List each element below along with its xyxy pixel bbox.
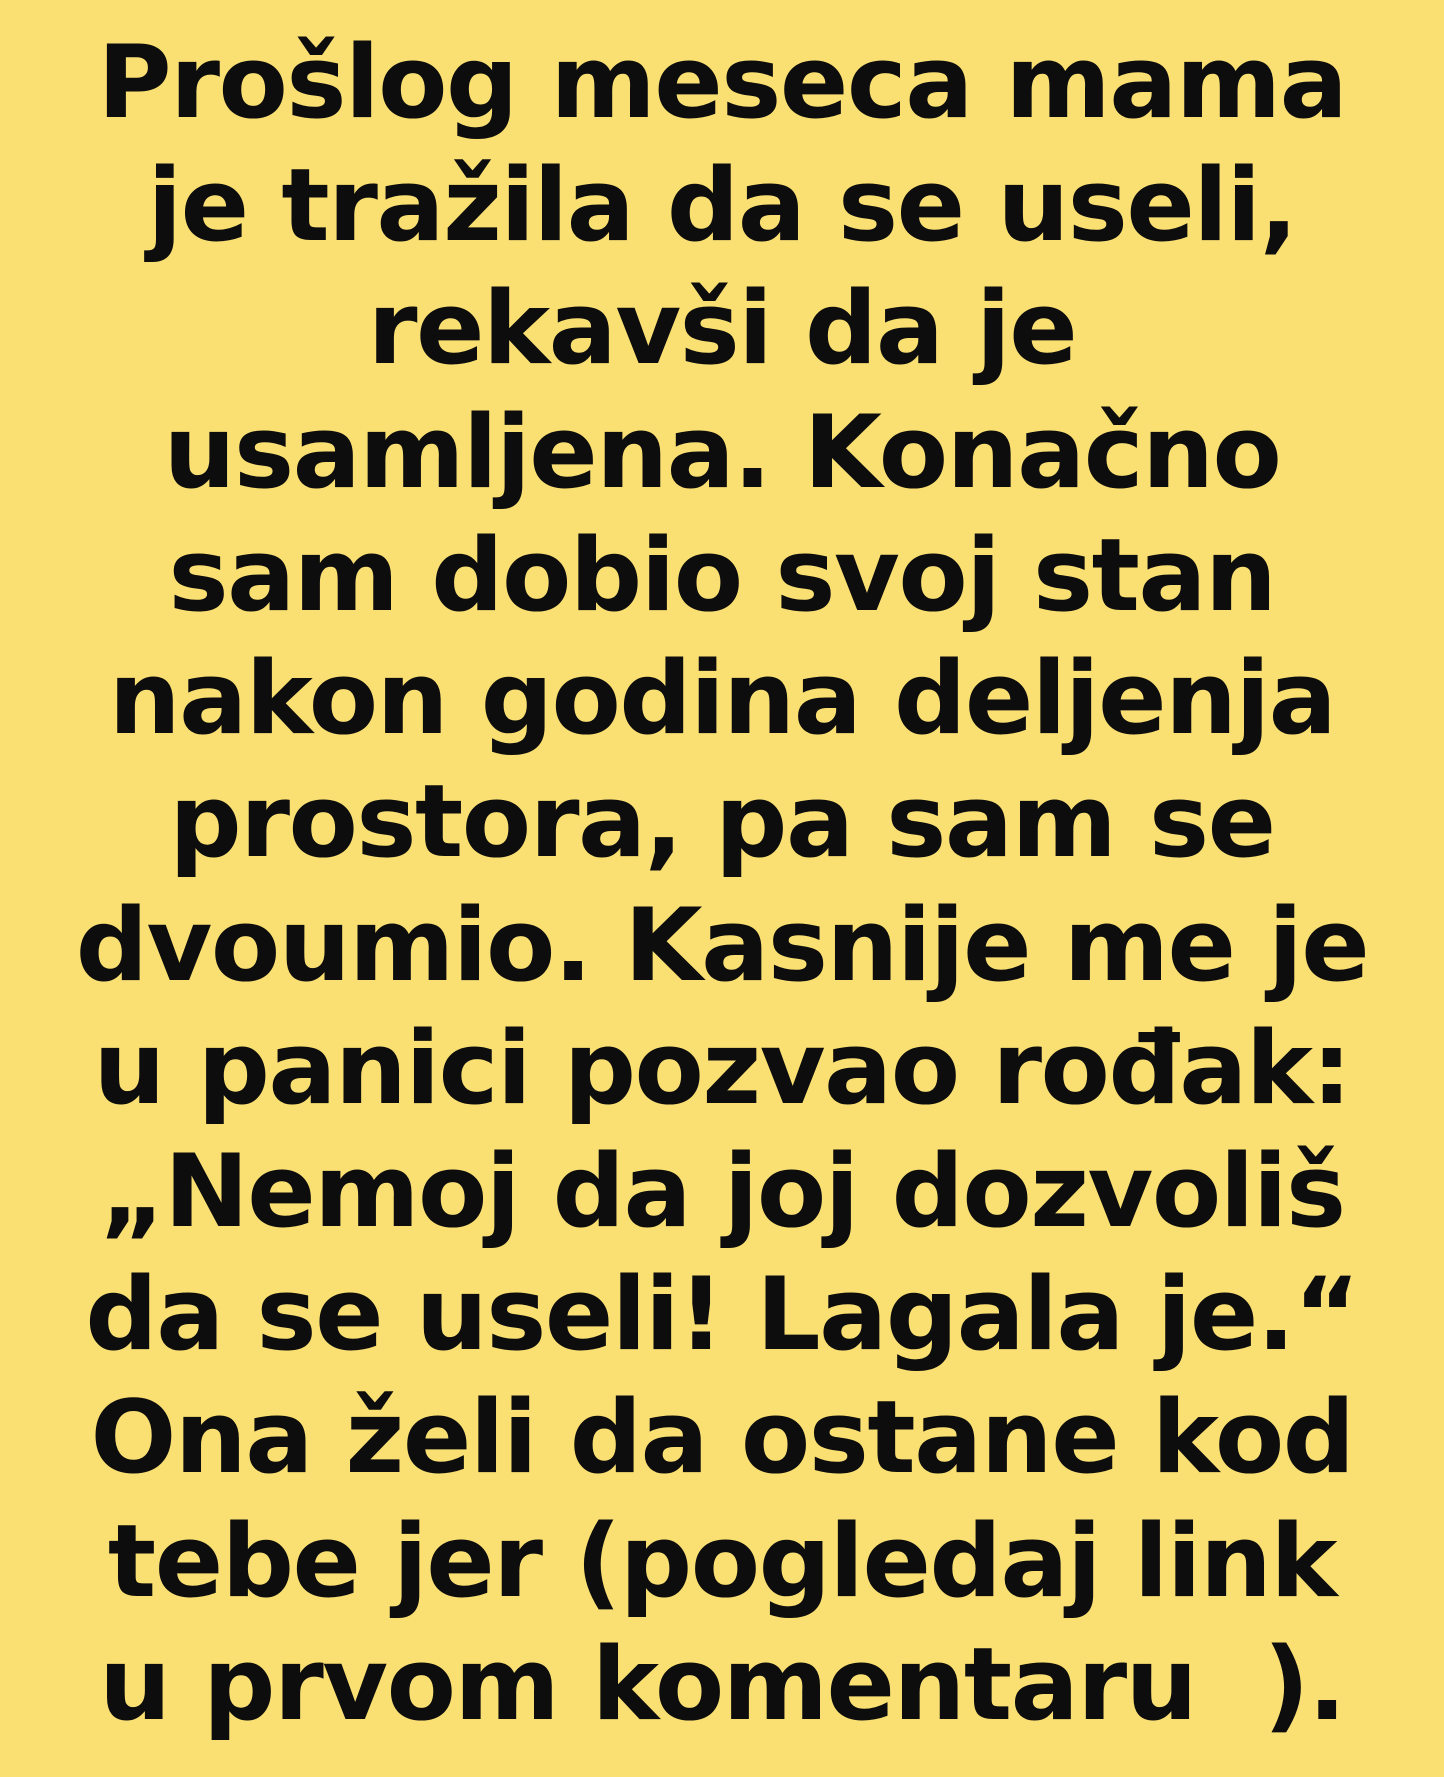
post-body-text: Prošlog meseca mama je tražila da se useli, rekavši da je usamljena. Konačno sam dobio svoj stan nakon godina deljenja prostora, pa sam se dvoumio. Kasnije me je u panici pozvao rođak: „Nemoj da joj dozvoliš da se useli! Lagala je.“ Ona želi da ostane kod tebe jer (pogledaj link u prvom komentaru ). xyxy=(75,22,1402,1743)
